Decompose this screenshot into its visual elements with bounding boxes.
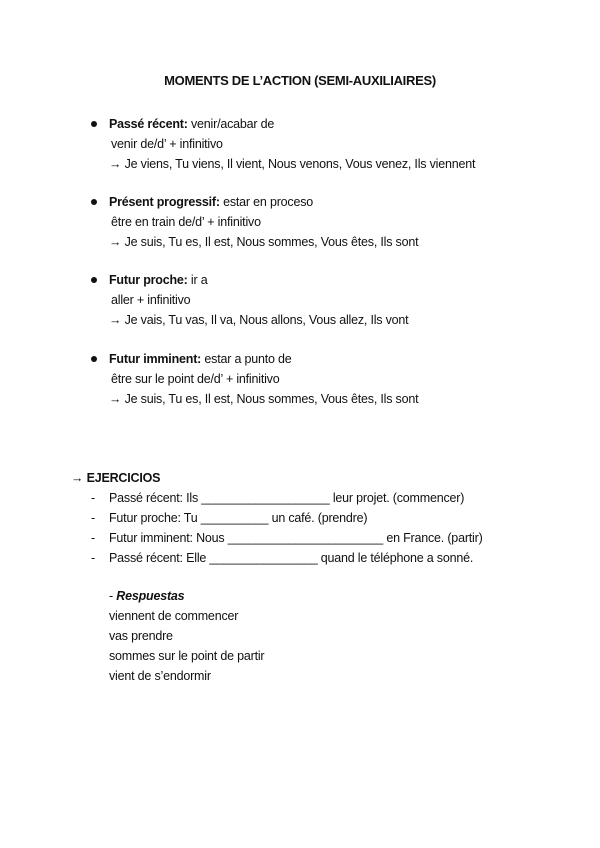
bullet-icon (91, 199, 97, 205)
dash-marker: - (91, 511, 95, 525)
section-example: → Je suis, Tu es, Il est, Nous sommes, Vous êtes, Ils sont (109, 392, 419, 406)
section-heading (91, 114, 571, 134)
answers-heading (109, 586, 509, 606)
dash-marker: - (91, 491, 95, 505)
exercise-text: Futur proche: Tu __________ un café. (prendre) (109, 511, 368, 525)
exercise-list (91, 488, 551, 568)
section-formula: être en train de/d’ + infinitivo (111, 215, 261, 229)
section-futur-proche (91, 270, 571, 330)
dash-marker: - (91, 551, 95, 565)
section-heading (91, 270, 571, 290)
section-formula: aller + infinitivo (111, 293, 191, 307)
exercise-text: Passé récent: Ils ___________________ leur projet. (commencer) (109, 491, 465, 505)
section-example: → Je viens, Tu viens, Il vient, Nous venons, Vous venez, Ils viennent (109, 157, 476, 171)
bullet-icon (91, 277, 97, 283)
exercise-item (91, 548, 551, 568)
section-heading (91, 349, 571, 369)
answer-item: viennent de commencer (109, 609, 239, 623)
section-heading (91, 192, 571, 212)
section-example: → Je vais, Tu vas, Il va, Nous allons, Vous allez, Ils vont (109, 313, 409, 327)
exercise-text: Futur imminent: Nous _______________________ en France. (partir) (109, 531, 483, 545)
exercise-item (91, 508, 551, 528)
section-gloss: estar en proceso (219, 195, 314, 209)
section-term: Futur imminent: (109, 352, 202, 366)
section-formula: venir de/d’ + infinitivo (111, 137, 223, 151)
answer-item: sommes sur le point de partir (109, 649, 265, 663)
section-present-progressif (91, 192, 571, 252)
exercise-item (91, 528, 551, 548)
section-example: → Je suis, Tu es, Il est, Nous sommes, Vous êtes, Ils sont (109, 235, 419, 249)
answers-block (109, 586, 509, 686)
exercises-header: → EJERCICIOS (71, 471, 161, 485)
section-gloss: estar a punto de (201, 352, 292, 366)
bullet-icon (91, 121, 97, 127)
bullet-icon (91, 356, 97, 362)
section-gloss: venir/acabar de (187, 117, 275, 131)
section-term: Présent progressif: (109, 195, 220, 209)
section-gloss: ir a (187, 273, 208, 287)
section-term: Passé récent: (109, 117, 188, 131)
section-formula: être sur le point de/d’ + infinitivo (111, 372, 280, 386)
section-passe-recent (91, 114, 571, 174)
answers-prefix: - (109, 589, 117, 603)
answer-item: vas prendre (109, 629, 173, 643)
answers-label: Respuestas (116, 589, 185, 603)
document-title: MOMENTS DE L’ACTION (SEMI-AUXILIAIRES) (164, 73, 436, 88)
section-term: Futur proche: (109, 273, 188, 287)
exercise-item (91, 488, 551, 508)
exercise-text: Passé récent: Elle ________________ quand le téléphone a sonné. (109, 551, 474, 565)
section-futur-imminent (91, 349, 571, 409)
answer-item: vient de s’endormir (109, 669, 211, 683)
dash-marker: - (91, 531, 95, 545)
